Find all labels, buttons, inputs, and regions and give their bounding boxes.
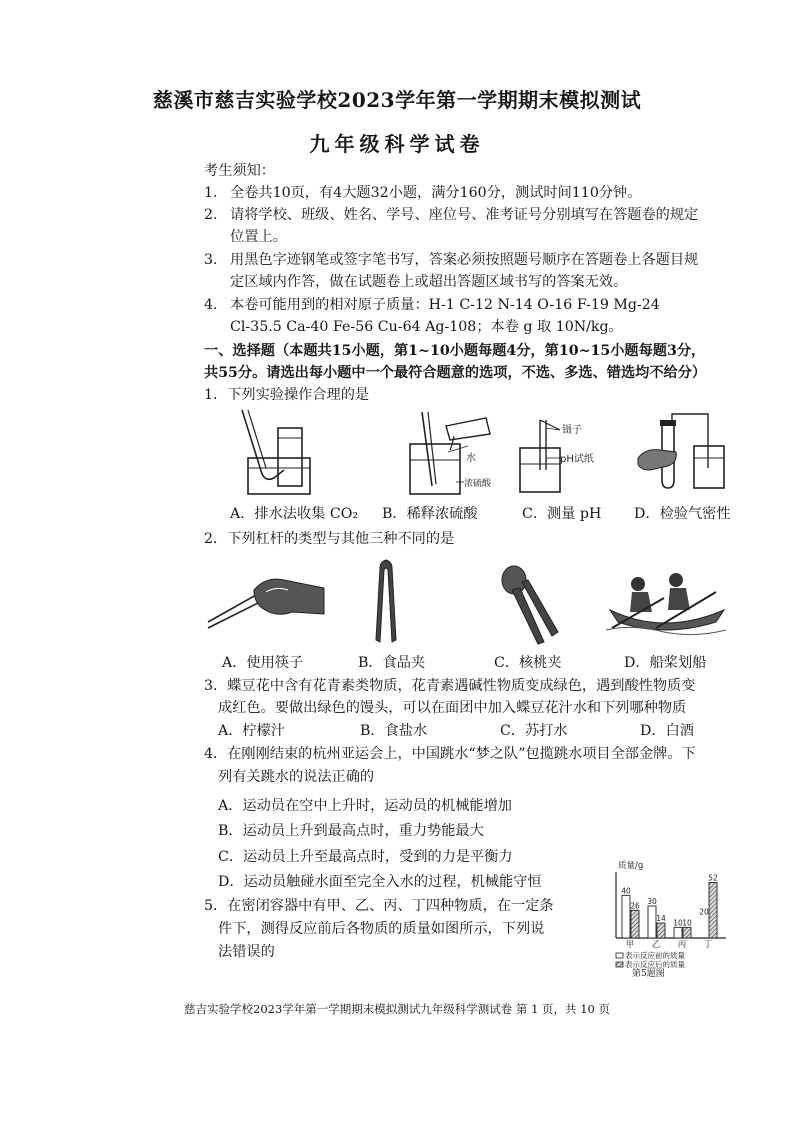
chart-value-label: 14 — [656, 914, 666, 924]
notice-num: 1. — [204, 185, 218, 201]
chart-bar-before-0 — [622, 895, 630, 938]
exam-title: 慈溪市慈吉实验学校2023学年第一学期期末模拟测试 — [152, 88, 642, 112]
q1-option-c: C．测量 pH — [522, 506, 602, 522]
chart-value-label: 10 — [682, 918, 692, 928]
label-acid: 浓硫酸 — [464, 479, 492, 489]
chart-value-label: 30 — [647, 897, 657, 906]
q4-option-c: C．运动员上升至最高点时，受到的力是平衡力 — [218, 849, 513, 865]
question-5-chart — [606, 856, 732, 980]
question-4-stem: 4．在刚刚结束的杭州亚运会上，中国跳水“梦之队”包揽跳水项目全部金牌。下 — [204, 746, 696, 762]
notice-line: 位置上。 — [230, 229, 287, 245]
legend-swatch-after — [616, 962, 623, 967]
q2-option-d: D．船桨划船 — [624, 655, 707, 671]
question-3-stem: 成红色。要做出绿色的馒头，可以在面团中加入蝶豆花汁水和下列哪种物质 — [218, 700, 687, 716]
notice-line: 请将学校、班级、姓名、学号、座位号、准考证号分别填写在答题卷的规定 — [230, 207, 699, 223]
q1-option-a: A．排水法收集 CO₂ — [230, 506, 359, 522]
chart-value-label: 26 — [630, 901, 640, 911]
figure-measure-ph — [512, 418, 612, 498]
q3-option-a: A．柠檬汁 — [218, 723, 285, 739]
chart-value-label: 20 — [699, 907, 709, 917]
label-water: 水 — [466, 453, 476, 464]
legend-swatch-before — [616, 953, 623, 958]
q4-option-d: D．运动员触碰水面至完全入水的过程，机械能守恒 — [218, 874, 542, 890]
notice-item-4 — [204, 294, 660, 316]
notice-line: 全卷共10页，有4大题32小题，满分160分，测试时间110分钟。 — [230, 185, 642, 201]
figure-food-tongs — [366, 556, 406, 646]
figure-airtightness — [632, 412, 728, 498]
figure-rowing — [604, 566, 730, 638]
chart-value-label: 40 — [621, 886, 631, 896]
chart-value-label: 52 — [708, 873, 718, 883]
chart-bar-after-3 — [709, 883, 717, 938]
notice-line: 定区域内作答，做在试题卷上或超出答题区域书写的答案无效。 — [230, 274, 628, 290]
legend-after: 表示反应后的质量 — [625, 960, 685, 969]
q1-option-d: D．检验气密性 — [634, 506, 731, 522]
question-5-stem: 5．在密闭容器中有甲、乙、丙、丁四种物质，在一定条 — [204, 898, 554, 914]
notice-line: Cl-35.5 Ca-40 Fe-56 Cu-64 Ag-108；本卷 g 取 10N/kg。 — [230, 319, 623, 335]
question-3-stem: 3．蝶豆花中含有花青素类物质，花青素遇碱性物质变成绿色，遇到酸性物质变 — [204, 678, 696, 694]
chart-bar-after-0 — [631, 910, 639, 938]
section-heading: 共55分。请选出每小题中一个最符合题意的选项，不选、多选、错选均不给分） — [204, 365, 707, 381]
q1-option-b: B．稀释浓硫酸 — [382, 506, 478, 522]
chart-category-label: 丙 — [677, 940, 687, 950]
chart-category-label: 乙 — [651, 940, 661, 950]
q4-option-b: B．运动员上升到最高点时，重力势能最大 — [218, 823, 484, 839]
chart-y-axis-label: 质量/g — [618, 861, 644, 871]
question-1-stem: 1．下列实验操作合理的是 — [204, 387, 370, 403]
q3-option-c: C．苏打水 — [500, 723, 568, 739]
q2-option-c: C．核桃夹 — [494, 655, 562, 671]
legend-before: 表示反应前的质量 — [625, 951, 685, 960]
chart-bar-after-2 — [683, 927, 691, 938]
page-footer: 慈吉实验学校2023学年第一学期期末模拟测试九年级科学测试卷 第 1 页，共 10 页 — [184, 1002, 610, 1016]
question-2-stem: 2．下列杠杆的类型与其他三种不同的是 — [204, 531, 455, 547]
question-4-stem: 列有关跳水的说法正确的 — [218, 769, 375, 785]
chart-category-label: 甲 — [625, 940, 635, 950]
q2-option-a: A．使用筷子 — [222, 655, 304, 671]
section-heading: 一、选择题（本题共15小题，第1~10小题每题4分，第10~15小题每题3分， — [204, 343, 706, 359]
notice-num: 2. — [204, 207, 218, 223]
figure-chopsticks — [206, 572, 326, 632]
q3-option-d: D．白酒 — [640, 723, 694, 739]
chart-bar-before-2 — [674, 927, 682, 938]
figure-gas-collection — [238, 408, 318, 498]
question-5-stem: 件下，测得反应前后各物质的质量如图所示，下列说 — [218, 921, 545, 937]
chart-value-label: 10 — [673, 918, 683, 928]
label-tweezers: 镊子 — [562, 425, 582, 436]
notice-num: 3. — [204, 252, 218, 268]
exam-subtitle: 九年级科学试卷 — [309, 132, 485, 156]
notice-heading: 考生须知： — [204, 163, 275, 179]
notice-line: 用黑色字迹钢笔或签字笔书写，答案必须按照题号顺序在答题卷上各题目规 — [230, 252, 699, 268]
label-ph-paper: pH试纸 — [560, 454, 594, 465]
question-5-stem: 法错误的 — [218, 944, 275, 960]
q3-option-b: B．食盐水 — [360, 723, 428, 739]
notice-num: 4. — [204, 297, 218, 313]
chart-bar-before-1 — [648, 906, 656, 938]
figure-dilute-acid — [402, 406, 502, 498]
q2-option-b: B．食品夹 — [358, 655, 426, 671]
chart-category-label: 丁 — [703, 940, 713, 950]
notice-item-3 — [204, 249, 698, 271]
notice-line: 本卷可能用到的相对原子质量：H-1 C-12 N-14 O-16 F-19 Mg-24 — [230, 297, 660, 313]
chart-bar-after-1 — [657, 923, 665, 938]
chart-caption: 第5题图 — [632, 969, 665, 979]
notice-item-1 — [204, 182, 641, 204]
figure-nutcracker — [492, 560, 564, 648]
q4-option-a: A．运动员在空中上升时，运动员的机械能增加 — [218, 798, 512, 814]
notice-item-2 — [204, 204, 698, 226]
